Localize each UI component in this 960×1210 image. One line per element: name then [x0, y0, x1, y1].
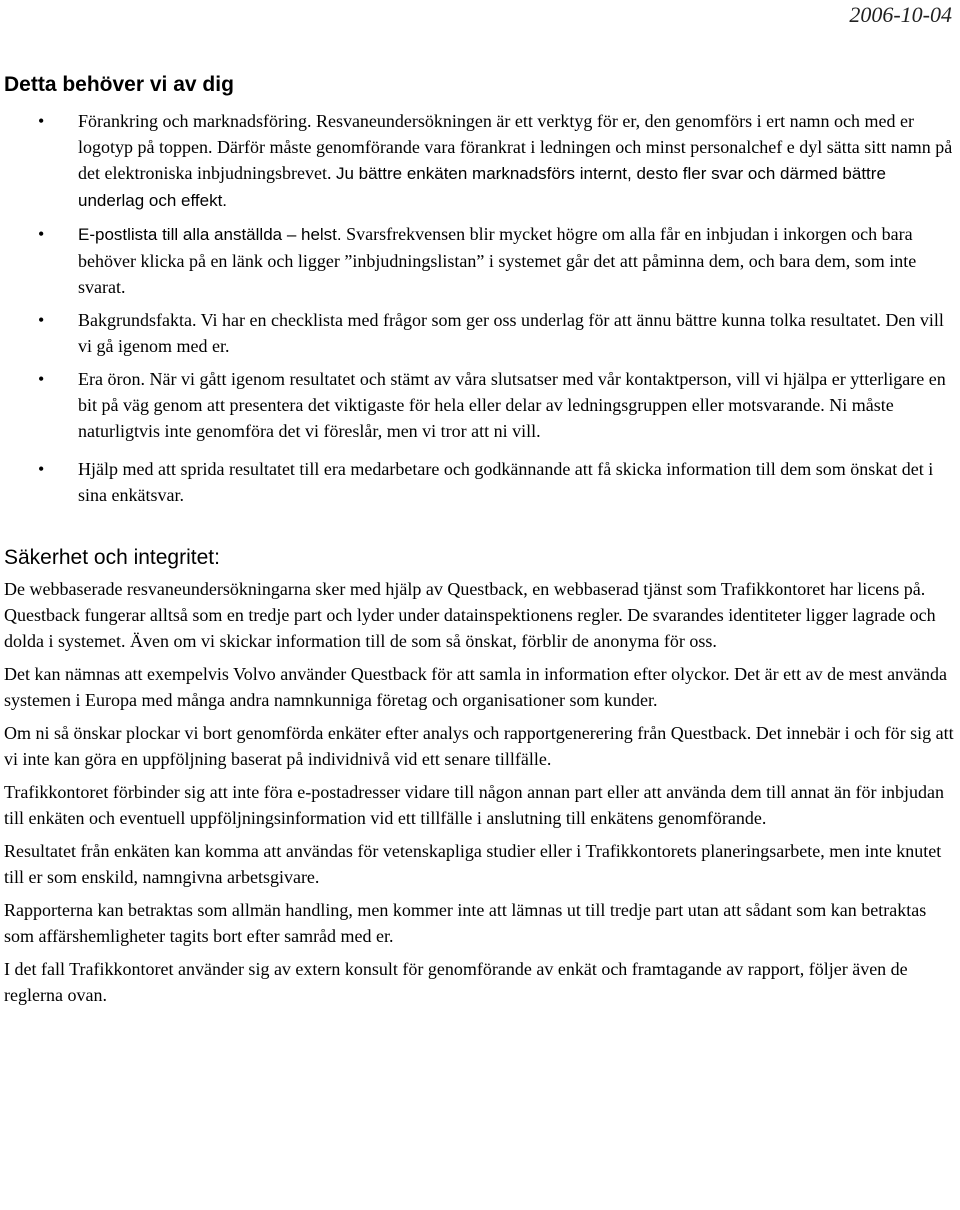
bullet-text: Svarsfrekvensen blir mycket högre om alla får en inbjudan i inkorgen och bara behöver klicka på en länk och ligger ”inbjudningslistan” i systemet går det att påminna dem, och bara dem, som inte svarat.	[78, 224, 917, 297]
paragraph: Om ni så önskar plockar vi bort genomförda enkäter efter analys och rapportgenerering från Questback. Det innebär i och för sig att vi inte kan göra en uppföljning baserat på individnivå vid ett senare tillfälle.	[4, 723, 954, 769]
paragraph: I det fall Trafikkontoret använder sig av extern konsult för genomförande av enkät och framtagande av rapport, följer även de reglerna ovan.	[4, 959, 908, 1005]
bullet-icon: •	[38, 369, 45, 389]
requirements-list	[4, 108, 954, 508]
document-date: 2006-10-04	[849, 2, 952, 27]
bullet-icon: •	[38, 111, 45, 131]
section-heading-security: Säkerhet och integritet:	[4, 546, 220, 569]
bullet-text: Era öron. När vi gått igenom resultatet och stämt av våra slutsatser med vår kontaktperson, vill vi hjälpa er ytterligare en bit på väg genom att presentera det viktigaste för hela eller delar av ledningsgruppen eller motsvarande. Ni måste naturligtvis inte genomföra det vi föreslår, men vi tror att ni vill.	[78, 369, 946, 441]
list-item	[4, 108, 954, 214]
paragraph: De webbaserade resvaneundersökningarna sker med hjälp av Questback, en webbaserad tjänst som Trafikkontoret har licens på. Questback fungerar alltså som en tredje part och lyder under datainspektionens regler. De svarandes identiteter ligger lagrade och dolda i systemet. Även om vi skickar information till de som så önskat, förblir de anonyma för oss.	[4, 579, 936, 651]
bullet-icon: •	[38, 224, 45, 244]
bullet-icon: •	[38, 459, 45, 479]
document-body	[4, 72, 954, 1015]
bullet-icon: •	[38, 310, 45, 330]
security-section	[4, 576, 954, 1008]
bullet-text: Bakgrundsfakta. Vi har en checklista med frågor som ger oss underlag för att ännu bättre kunna tolka resultatet. Den vill vi gå igenom med er.	[78, 310, 944, 356]
section-heading-requirements: Detta behöver vi av dig	[4, 73, 234, 96]
paragraph: Trafikkontoret förbinder sig att inte föra e-postadresser vidare till någon annan part eller att använda dem till annat än för inbjudan till enkäten och eventuell uppföljningsinformation vid ett tillfälle i anslutning till enkätens genomförande.	[4, 782, 945, 828]
paragraph: Det kan nämnas att exempelvis Volvo använder Questback för att samla in information efter olyckor. Det är ett av de mest använda systemen i Europa med många andra namnkunniga företag och organisationer som kunder.	[4, 664, 948, 710]
list-item	[4, 307, 954, 359]
bullet-lead: E-postlista till alla anställda – helst.	[78, 225, 342, 244]
list-item	[4, 456, 954, 508]
paragraph: Resultatet från enkäten kan komma att användas för vetenskapliga studier eller i Trafikkontorets planeringsarbete, men inte knutet till er som enskild, namngivna arbetsgivare.	[4, 841, 942, 887]
bullet-text-extra: Ju bättre enkäten marknadsförs internt, desto fler svar och därmed bättre underlag och effekt.	[78, 164, 886, 210]
bullet-text: Förankring och marknadsföring. Resvaneundersökningen är ett verktyg för er, den genomförs i ert namn och med er logotyp på toppen. Därför måste genomförande vara förankrat i ledningen och minst personalchef e dyl sätta sitt namn på det elektroniska inbjudningsbrevet.	[78, 111, 953, 183]
list-item	[4, 221, 954, 300]
list-item	[4, 366, 954, 444]
bullet-text: Hjälp med att sprida resultatet till era medarbetare och godkännande att få skicka information till dem som önskat det i sina enkätsvar.	[78, 459, 934, 505]
paragraph: Rapporterna kan betraktas som allmän handling, men kommer inte att lämnas ut till tredje part utan att sådant som kan betraktas som affärshemligheter tagits bort efter samråd med er.	[4, 900, 927, 946]
